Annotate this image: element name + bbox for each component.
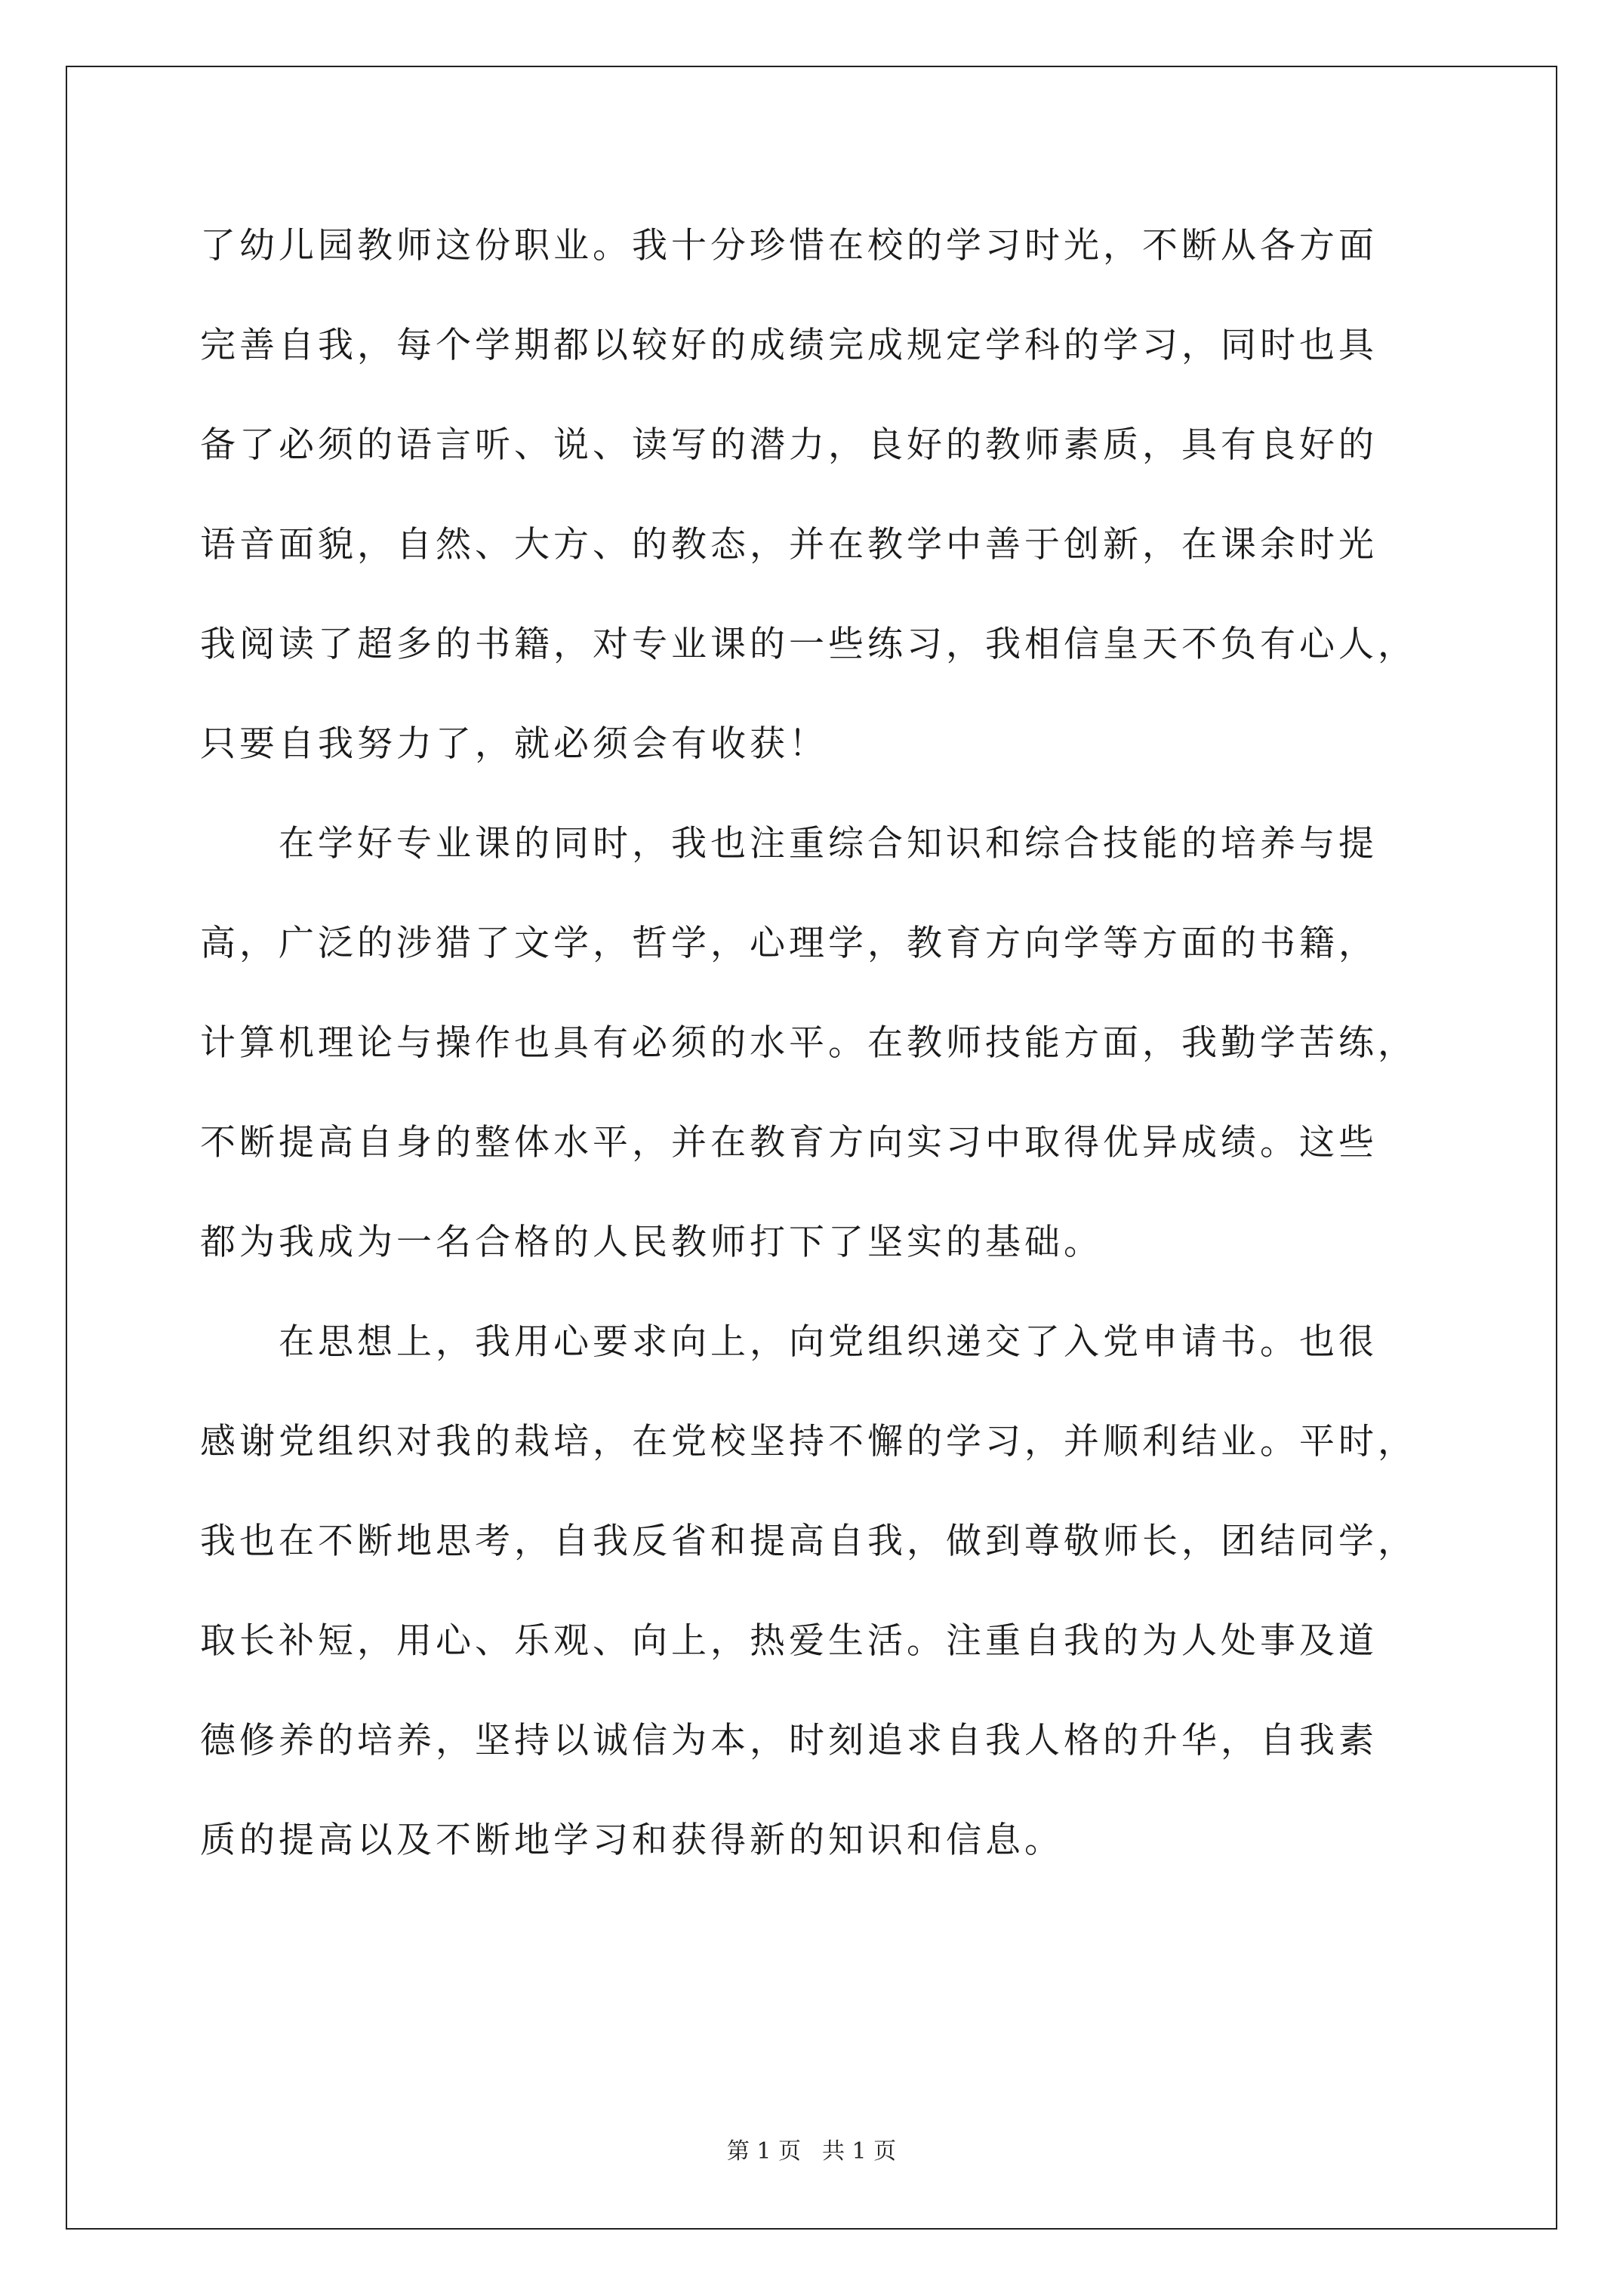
text-line: 完善自我，每个学期都以较好的成绩完成规定学科的学习，同时也具 [200, 325, 1378, 366]
text-line: 高，广泛的涉猎了文学，哲学，心理学，教育方向学等方面的书籍， [200, 923, 1378, 964]
text-line: 德修养的培养，坚持以诚信为本，时刻追求自我人格的升华，自我素 [200, 1720, 1378, 1761]
page-total: 共 1 页 [822, 2138, 897, 2165]
text-line: 语音面貌，自然、大方、的教态，并在教学中善于创新，在课余时光 [200, 524, 1378, 566]
text-line: 了幼儿园教师这份职业。我十分珍惜在校的学习时光，不断从各方面 [200, 225, 1378, 267]
text-line: 质的提高以及不断地学习和获得新的知识和信息。 [200, 1820, 1064, 1861]
text-line: 都为我成为一名合格的人民教师打下了坚实的基础。 [200, 1222, 1103, 1263]
text-line: 取长补短，用心、乐观、向上，热爱生活。注重自我的为人处事及道 [200, 1620, 1378, 1662]
text-line: 只要自我努力了，就必须会有收获！ [200, 723, 828, 765]
text-line: 不断提高自身的整体水平，并在教育方向实习中取得优异成绩。这些 [200, 1122, 1378, 1163]
text-line: 计算机理论与操作也具有必须的水平。在教师技能方面，我勤学苦练， [200, 1022, 1417, 1064]
paragraph-start-line: 在思想上，我用心要求向上，向党组织递交了入党申请书。也很 [279, 1321, 1378, 1363]
text-line: 感谢党组织对我的栽培，在党校坚持不懈的学习，并顺利结业。平时， [200, 1421, 1417, 1462]
text-line: 我阅读了超多的书籍，对专业课的一些练习，我相信皇天不负有心人， [200, 624, 1417, 665]
paragraph-start-line: 在学好专业课的同时，我也注重综合知识和综合技能的培养与提 [279, 823, 1378, 864]
document-body [200, 196, 1453, 1891]
page-footer [0, 2132, 1623, 2165]
page-number: 第 1 页 [726, 2138, 801, 2165]
text-line: 我也在不断地思考，自我反省和提高自我，做到尊敬师长，团结同学， [200, 1521, 1417, 1562]
text-line: 备了必须的语言听、说、读写的潜力，良好的教师素质，具有良好的 [200, 424, 1378, 466]
